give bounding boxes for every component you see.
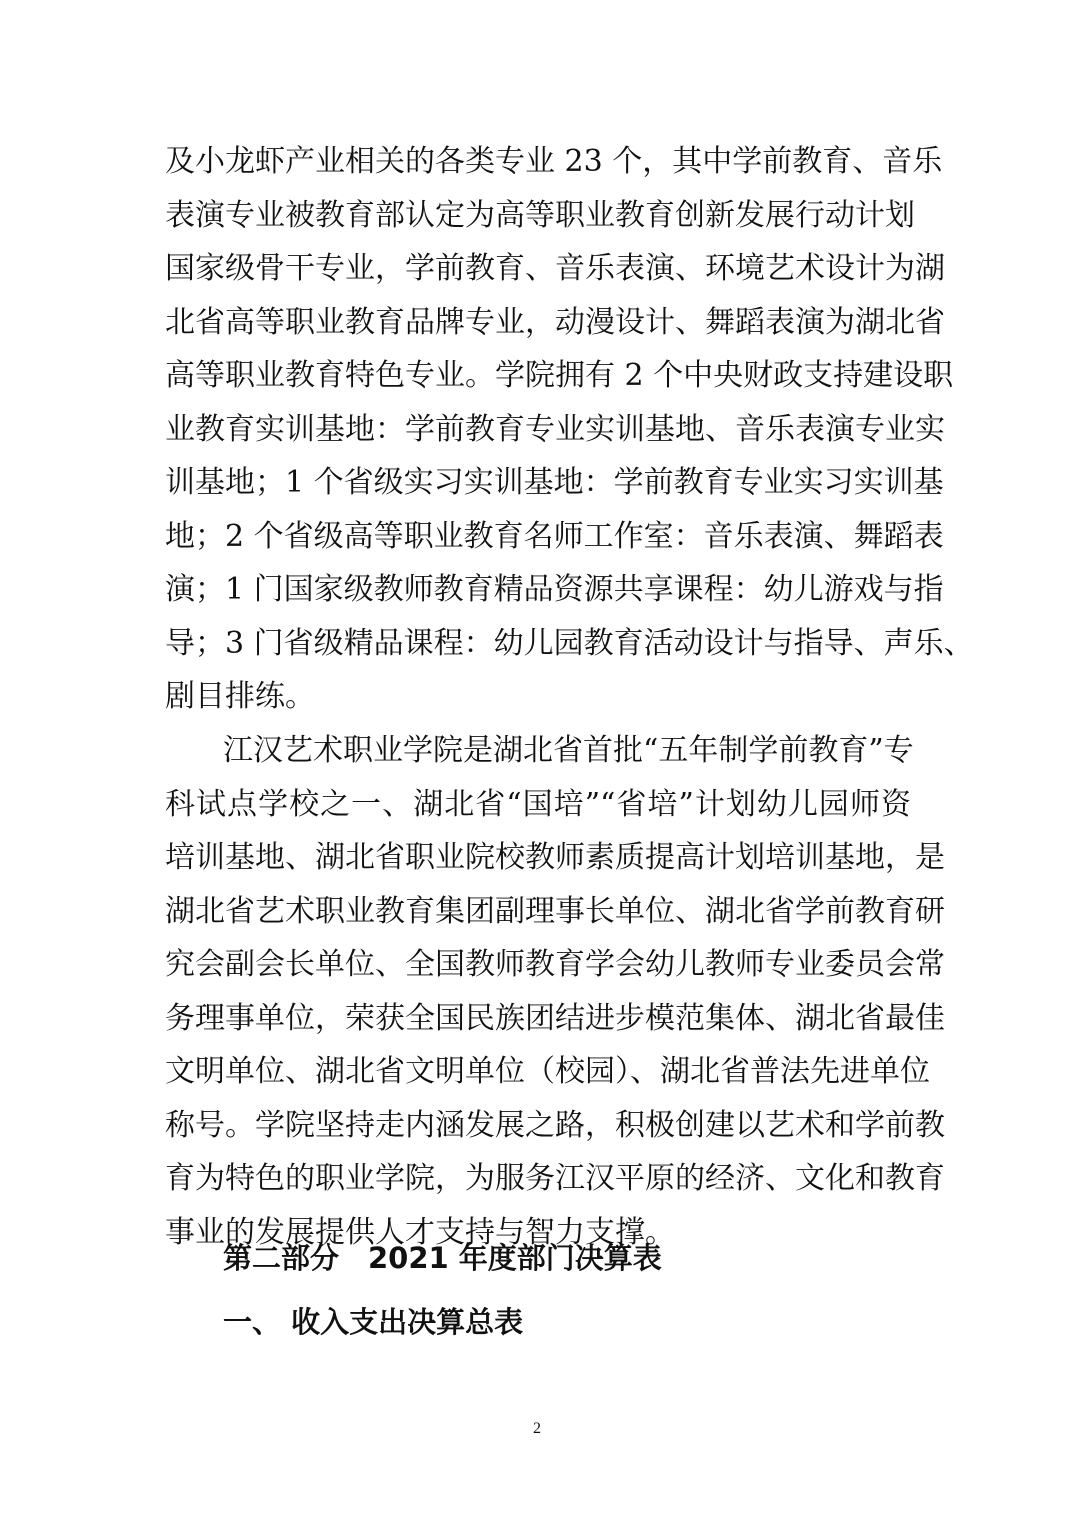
text-line: 事业的发展提供人才支持与智力支撑。 [165,1214,675,1250]
page-number: 2 [533,1420,541,1437]
text-line: 江汉艺术职业学院是湖北省首批“五年制学前教育”专 [223,733,914,768]
subsection-heading: 一、 收入支出决算总表 [223,1305,524,1339]
text-line: 国家级骨干专业，学前教育、音乐表演、环境艺术设计为湖 [165,251,945,286]
text-line: 湖北省艺术职业教育集团副理事长单位、湖北省学前教育研 [165,893,945,929]
text-line: 高等职业教育特色专业。学院拥有 2 个中央财政支持建设职 [165,358,954,393]
text-line: 演；1 门国家级教师教育精品资源共享课程：幼儿游戏与指 [165,572,944,607]
text-line: 训基地；1 个省级实习实训基地：学前教育专业实习实训基 [165,465,944,500]
text-line: 培训基地、湖北省职业院校教师素质提高计划培训基地，是 [165,840,945,875]
text-line: 文明单位、湖北省文明单位（校园）、湖北省普法先进单位 [165,1054,930,1089]
section-heading: 第二部分 2021 年度部门决算表 [223,1241,662,1275]
text-line: 称号。学院坚持走内涵发展之路，积极创建以艺术和学前教 [165,1107,945,1143]
text-line: 务理事单位，荣获全国民族团结进步模范集体、湖北省最佳 [165,1000,945,1036]
text-line: 剧目排练。 [165,679,315,714]
text-line: 及小龙虾产业相关的各类专业 23 个，其中学前教育、音乐 [165,144,943,179]
paragraph-institution [165,724,945,1259]
text-line: 北省高等职业教育品牌专业，动漫设计、舞蹈表演为湖北省 [165,304,945,340]
text-line: 导；3 门省级精品课程：幼儿园教育活动设计与指导、声乐、 [165,625,974,661]
text-line: 地；2 个省级高等职业教育名师工作室：音乐表演、舞蹈表 [165,518,944,554]
text-line: 表演专业被教育部认定为高等职业教育创新发展行动计划 [165,197,915,233]
text-line: 育为特色的职业学院，为服务江汉平原的经济、文化和教育 [165,1161,945,1196]
text-line: 业教育实训基地：学前教育专业实训基地、音乐表演专业实 [165,411,945,447]
text-line: 科试点学校之一、湖北省“国培”“省培”计划幼儿园师资 [165,786,911,822]
paragraph-majors [165,135,974,724]
text-line: 究会副会长单位、全国教师教育学会幼儿教师专业委员会常 [165,947,945,982]
